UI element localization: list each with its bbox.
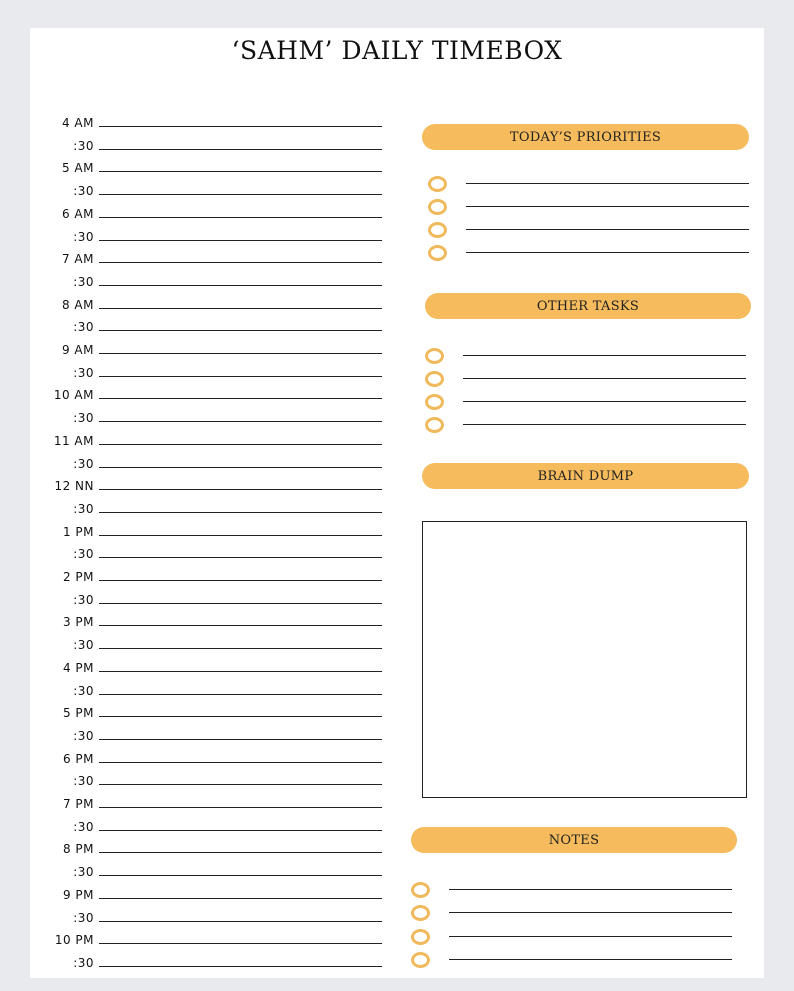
time-slot-line (99, 830, 382, 831)
other-task-line[interactable] (463, 355, 746, 356)
checkbox-circle-icon[interactable] (411, 905, 430, 921)
priority-item[interactable] (428, 198, 749, 218)
time-slot-line (99, 308, 382, 309)
time-slot-line (99, 762, 382, 763)
checkbox-circle-icon[interactable] (411, 929, 430, 945)
time-slot-label: :30 (73, 865, 94, 880)
time-slot-line (99, 921, 382, 922)
priority-line[interactable] (466, 229, 749, 230)
time-slot-line (99, 376, 382, 377)
time-slot-label: :30 (73, 365, 94, 380)
time-slot-label: 5 AM (61, 161, 94, 176)
time-slot-label: 10 AM (53, 388, 94, 403)
time-slot-line (99, 512, 382, 513)
brain-dump-header: BRAIN DUMP (422, 463, 749, 489)
time-slot-label: :30 (73, 774, 94, 789)
checkbox-circle-icon[interactable] (428, 245, 447, 261)
time-slot-label: :30 (73, 138, 94, 153)
checkbox-circle-icon[interactable] (425, 371, 444, 387)
time-slot-label: :30 (73, 501, 94, 516)
time-slot-line (99, 126, 382, 127)
time-slot-label: 10 PM (54, 933, 94, 948)
time-slot-label: :30 (73, 638, 94, 653)
checkbox-circle-icon[interactable] (428, 176, 447, 192)
other-task-line[interactable] (463, 378, 746, 379)
other-task-item[interactable] (425, 347, 746, 367)
note-line[interactable] (449, 959, 732, 960)
time-slot-label: :30 (73, 184, 94, 199)
time-slot-line (99, 739, 382, 740)
time-slot-label: :30 (73, 411, 94, 426)
time-slot-label: 6 AM (61, 206, 94, 221)
time-slot-line (99, 171, 382, 172)
priority-item[interactable] (428, 244, 749, 264)
time-slot-line (99, 194, 382, 195)
checkbox-circle-icon[interactable] (411, 952, 430, 968)
time-slot-line (99, 784, 382, 785)
time-slot-label: 4 PM (62, 660, 94, 675)
time-slot-line (99, 240, 382, 241)
time-slot-line (99, 898, 382, 899)
time-slot-line (99, 875, 382, 876)
other-task-item[interactable] (425, 416, 746, 436)
note-item[interactable] (411, 881, 732, 901)
time-slot-label: 8 AM (61, 297, 94, 312)
other-tasks-header: OTHER TASKS (425, 293, 751, 319)
checkbox-circle-icon[interactable] (411, 882, 430, 898)
time-slot-line (99, 149, 382, 150)
time-slot-label: :30 (73, 547, 94, 562)
time-slot-label: 9 AM (61, 343, 94, 357)
other-task-item[interactable] (425, 393, 746, 413)
time-slot-label: 11 AM (53, 433, 94, 448)
priority-item[interactable] (428, 175, 749, 195)
page-title: ‘SAHM’ DAILY TIMEBOX (231, 36, 563, 65)
time-slot-line (99, 285, 382, 286)
time-slot-label: 6 PM (62, 751, 94, 766)
time-slot-line (99, 625, 382, 626)
time-slot-label: 4 AM (61, 116, 94, 130)
checkbox-circle-icon[interactable] (425, 417, 444, 433)
priority-item[interactable] (428, 221, 749, 241)
checkbox-circle-icon[interactable] (428, 222, 447, 238)
time-slot-label: :30 (73, 819, 94, 834)
time-slot-label: 7 AM (61, 252, 94, 267)
time-slot-line (99, 444, 382, 445)
time-slot-label: :30 (73, 955, 94, 970)
time-slot-label: :30 (73, 229, 94, 244)
time-slot-line (99, 557, 382, 558)
time-slot-line (99, 421, 382, 422)
time-slot-line (99, 489, 382, 490)
time-slot-label: 3 PM (62, 615, 94, 630)
note-line[interactable] (449, 889, 732, 890)
time-slot-label: 2 PM (62, 570, 94, 584)
priority-line[interactable] (466, 252, 749, 253)
time-slot-line (99, 398, 382, 399)
other-task-line[interactable] (463, 401, 746, 402)
time-slot-line (99, 648, 382, 649)
checkbox-circle-icon[interactable] (425, 394, 444, 410)
time-slot-label: 9 PM (62, 887, 94, 902)
time-slot-line (99, 330, 382, 331)
time-slot-label: 7 PM (62, 797, 94, 811)
time-slot-label: :30 (73, 456, 94, 471)
time-slot-line (99, 262, 382, 263)
time-slot-line (99, 353, 382, 354)
time-slot-line (99, 217, 382, 218)
time-slot-line (99, 694, 382, 695)
time-slot-line (99, 603, 382, 604)
priority-line[interactable] (466, 206, 749, 207)
note-line[interactable] (449, 912, 732, 913)
time-slot-label: :30 (73, 683, 94, 698)
time-slot-label: 1 PM (62, 524, 94, 539)
time-slot-label: 8 PM (62, 842, 94, 857)
time-slot-label: 12 NN (54, 479, 94, 494)
time-slot-line (99, 535, 382, 536)
time-slot-label: 5 PM (62, 706, 94, 721)
checkbox-circle-icon[interactable] (428, 199, 447, 215)
note-item[interactable] (411, 951, 732, 971)
note-line[interactable] (449, 936, 732, 937)
time-slot-line (99, 852, 382, 853)
time-slot-label: :30 (73, 592, 94, 607)
note-item[interactable] (411, 904, 732, 924)
note-item[interactable] (411, 928, 732, 948)
time-slot-label: :30 (73, 910, 94, 925)
priority-line[interactable] (466, 183, 749, 184)
priorities-header: TODAY’S PRIORITIES (422, 124, 749, 150)
other-task-line[interactable] (463, 424, 746, 425)
time-slot-label: :30 (73, 320, 94, 335)
time-slot-line (99, 716, 382, 717)
notes-header: NOTES (411, 827, 737, 853)
time-slot-line (99, 943, 382, 944)
time-slot-line (99, 671, 382, 672)
time-slot-line (99, 807, 382, 808)
other-task-item[interactable] (425, 370, 746, 390)
time-slot-label: :30 (73, 728, 94, 743)
brain-dump-box[interactable] (422, 521, 747, 798)
checkbox-circle-icon[interactable] (425, 348, 444, 364)
time-slot-label: :30 (73, 274, 94, 289)
time-slot-line (99, 966, 382, 967)
time-slot-line (99, 580, 382, 581)
time-slot-line (99, 467, 382, 468)
